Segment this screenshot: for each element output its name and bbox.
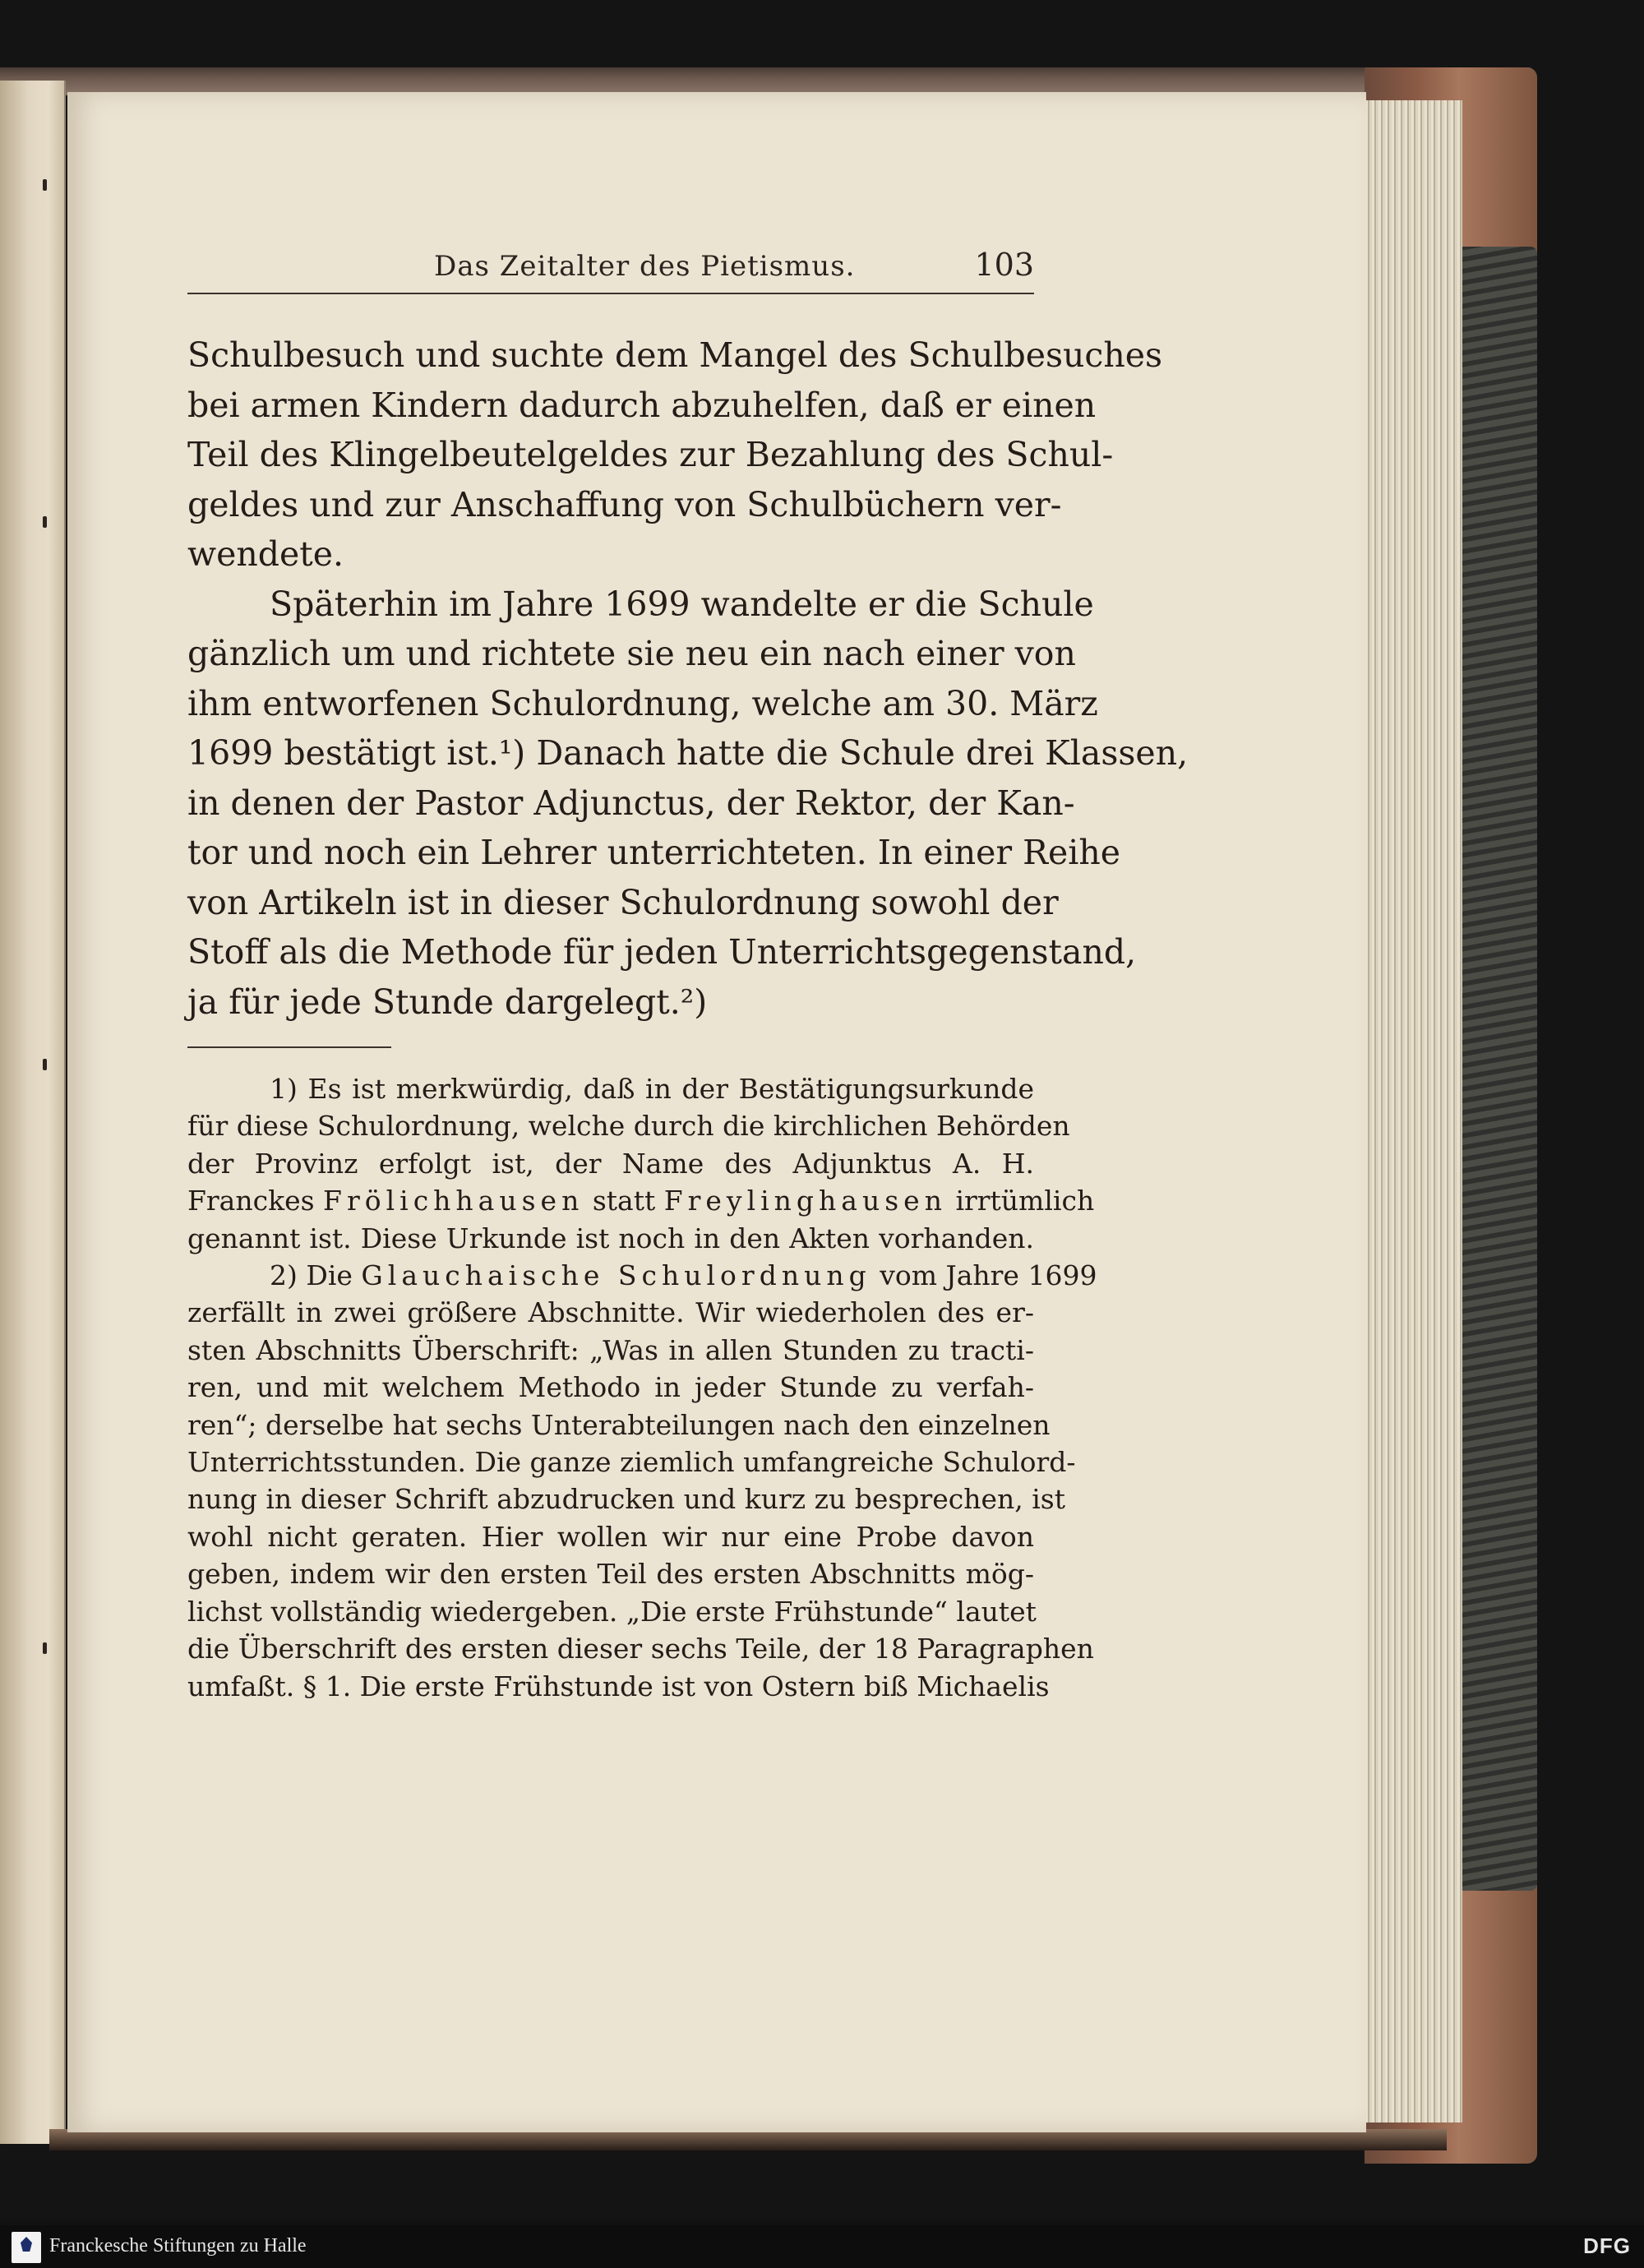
footnote-1-line: der Provinz erfolgt ist, der Name des Adjunktus A. H. <box>187 1147 1034 1180</box>
text-run: irrtümlich <box>946 1185 1095 1217</box>
left-page-edge <box>0 81 66 2144</box>
footnote-1-line <box>187 1182 1095 1219</box>
footnote-1-line: für diese Schulordnung, welche durch die kirchlichen Behörden <box>187 1110 1070 1143</box>
footnote-1-line: 1) Es ist merkwürdig, daß in der Bestätigungsurkunde <box>270 1073 1034 1105</box>
text-line: Stoff als die Methode für jeden Unterrichtsgegenstand, <box>187 932 1137 972</box>
spaced-name: Freylinghausen <box>663 1185 947 1217</box>
institution-label: Franckesche Stiftungen zu Halle <box>49 2235 307 2256</box>
footnote-2-line: ren“; derselbe hat sechs Unterabteilungen nach den einzelnen <box>187 1408 1051 1441</box>
viewer-footer <box>0 2225 1644 2268</box>
text-line: Teil des Klingelbeutelgeldes zur Bezahlung des Schul- <box>187 435 1114 474</box>
text-line: ja für jede Stunde dargelegt.²) <box>187 982 708 1022</box>
page-stack-edge <box>1365 100 1462 2122</box>
text-line: wendete. <box>187 534 344 574</box>
page-mark <box>43 1642 47 1654</box>
text-run: Franckes <box>187 1185 324 1217</box>
marbled-cover <box>1455 247 1537 1891</box>
text-line: 1699 bestätigt ist.¹) Danach hatte die Schule drei Klassen, <box>187 733 1189 773</box>
footnote-2-line: zerfällt in zwei größere Abschnitte. Wir wiederholen des er- <box>187 1296 1034 1329</box>
footnote-2-line: sten Abschnitts Überschrift: „Was in allen Stunden zu tracti- <box>187 1333 1034 1366</box>
text-line: tor und noch ein Lehrer unterrichteten. In einer Reihe <box>187 833 1120 872</box>
running-title: Das Zeitalter des Pietismus. <box>434 250 856 283</box>
text-run: 2) Die <box>270 1259 362 1292</box>
footnote-2-line: Unterrichtsstunden. Die ganze ziemlich umfangreiche Schulord- <box>187 1446 1076 1479</box>
running-head <box>187 247 1034 294</box>
text-line: in denen der Pastor Adjunctus, der Rektor, der Kan- <box>187 783 1075 823</box>
text-line: Späterhin im Jahre 1699 wandelte er die Schule <box>270 584 1094 624</box>
spaced-title: Glauchaische Schulordnung <box>361 1259 871 1292</box>
footnote-2-line <box>187 1257 1097 1294</box>
text-run: statt <box>584 1185 664 1217</box>
text-line: geldes und zur Anschaffung von Schulbüchern ver- <box>187 484 1062 524</box>
foundation-logo-icon <box>12 2232 41 2263</box>
page-mark <box>43 1059 47 1070</box>
book-binding-top <box>0 67 1531 95</box>
page-number: 103 <box>974 247 1034 283</box>
text-run: vom Jahre 1699 <box>870 1259 1097 1292</box>
footnote-1-line: genannt ist. Diese Urkunde ist noch in den Akten vorhanden. <box>187 1222 1034 1254</box>
footnote-2-line: wohl nicht geraten. Hier wollen wir nur eine Probe davon <box>187 1520 1034 1553</box>
page-mark <box>43 179 47 191</box>
footnote-2-line: geben, indem wir den ersten Teil des ersten Abschnitts mög- <box>187 1558 1034 1591</box>
footnote-2-line: umfaßt. § 1. Die erste Frühstunde ist von Ostern biß Michaelis <box>187 1670 1050 1702</box>
text-line: von Artikeln ist in dieser Schulordnung sowohl der <box>187 882 1059 922</box>
footnotes <box>187 1070 1097 1705</box>
footnote-2-line: die Überschrift des ersten dieser sechs Teile, der 18 Paragraphen <box>187 1633 1094 1665</box>
dfg-logo: DFG <box>1583 2233 1631 2258</box>
spaced-name: Frölichhausen <box>323 1185 584 1217</box>
footnote-2-line: ren, und mit welchem Methodo in jeder Stunde zu verfah- <box>187 1371 1034 1404</box>
footnote-rule <box>187 1046 391 1048</box>
footnote-2-line: lichst vollständig wiedergeben. „Die erste Frühstunde“ lautet <box>187 1595 1037 1628</box>
page-mark <box>43 516 47 528</box>
footnote-2-line: nung in dieser Schrift abzudrucken und kurz zu besprechen, ist <box>187 1483 1066 1516</box>
main-text <box>187 330 1189 1027</box>
text-line: bei armen Kindern dadurch abzuhelfen, daß er einen <box>187 385 1097 425</box>
text-line: Schulbesuch und suchte dem Mangel des Schulbesuches <box>187 335 1163 375</box>
text-line: ihm entworfenen Schulordnung, welche am 30. März <box>187 683 1098 723</box>
text-line: gänzlich um und richtete sie neu ein nach einer von <box>187 634 1076 673</box>
